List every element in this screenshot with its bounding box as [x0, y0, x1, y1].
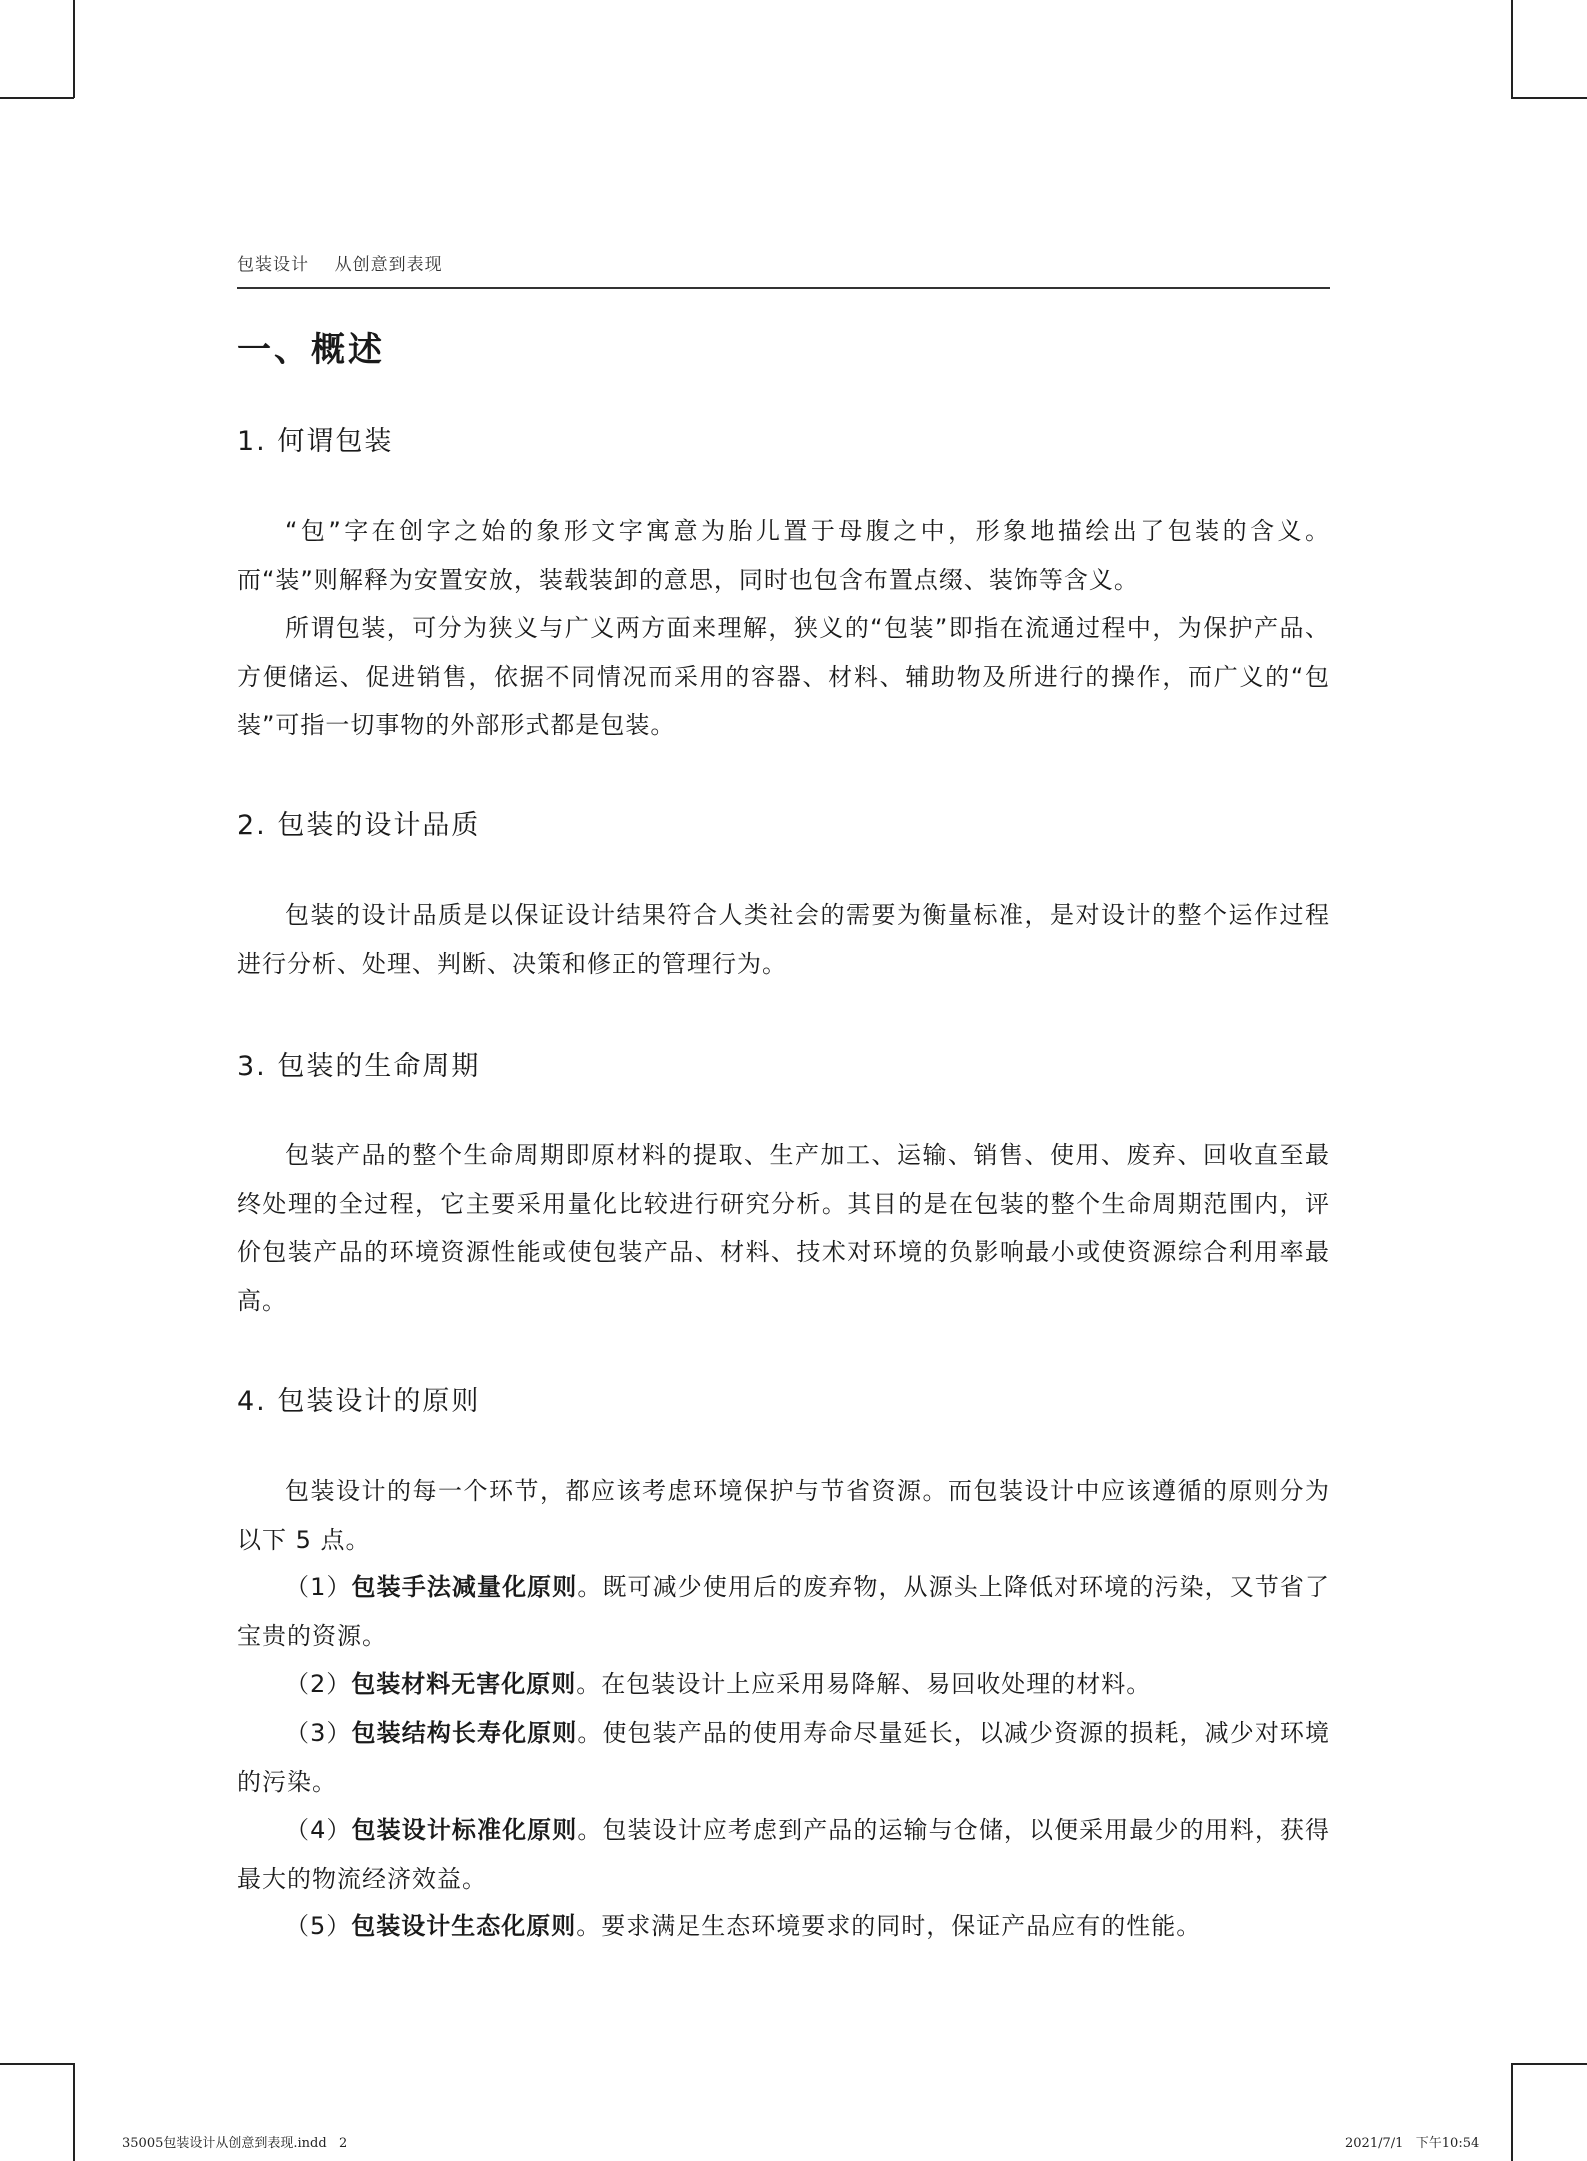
crop-mark: [73, 2063, 75, 2161]
principle-item: [237, 1902, 1330, 1951]
principle-item: [237, 1806, 1330, 1903]
paragraph: “包”字在创字之始的象形文字寓意为胎儿置于母腹之中，形象地描绘出了包装的含义。而“装”则解释为安置安放，装载装卸的意思，同时也包含布置点缀、装饰等含义。: [237, 517, 1330, 594]
slug-timestamp: 2021/7/1 下午10:54: [1345, 2136, 1480, 2151]
section-title: 3. 包装的生命周期: [237, 1051, 481, 1082]
principle-name: 包装手法减量化原则: [351, 1573, 578, 1601]
section-title: 4. 包装设计的原则: [237, 1386, 481, 1417]
principle-number: （2）: [285, 1670, 352, 1698]
principle-number: （4）: [285, 1816, 352, 1844]
principle-text: 。既可减少使用后的废弃物，从源头上降低对环境的污染，又节省了宝贵的资源。: [237, 1573, 1331, 1650]
chapter-title: 一、概述: [237, 330, 385, 370]
principle-name: 包装材料无害化原则: [351, 1670, 577, 1698]
header-rule: [237, 287, 1330, 289]
crop-mark: [0, 2063, 74, 2065]
paragraph: 包装产品的整个生命周期即原材料的提取、生产加工、运输、销售、使用、废弃、回收直至最终处理的全过程，它主要采用量化比较进行研究分析。其目的是在包装的整个生命周期范围内，评价包装产品的环境资源性能或使包装产品、材料、技术对环境的负影响最小或使资源综合利用率最高。: [237, 1141, 1330, 1315]
crop-mark: [1511, 2063, 1587, 2065]
crop-mark: [1511, 0, 1513, 98]
paragraph: 所谓包装，可分为狭义与广义两方面来理解，狭义的“包装”即指在流通过程中，为保护产品、方便储运、促进销售，依据不同情况而采用的容器、材料、辅助物及所进行的操作，而广义的“包装”可指一切事物的外部形式都是包装。: [237, 614, 1330, 739]
section-title: 2. 包装的设计品质: [237, 810, 481, 841]
crop-mark: [73, 0, 75, 98]
principle-item: [237, 1660, 1330, 1709]
section-title: 1. 何谓包装: [237, 426, 394, 457]
principle-number: （5）: [285, 1912, 352, 1940]
principle-number: （1）: [285, 1573, 352, 1601]
principle-name: 包装设计标准化原则: [351, 1816, 578, 1844]
principle-item: [237, 1709, 1330, 1806]
crop-mark: [1511, 2063, 1513, 2161]
principle-text: 。要求满足生态环境要求的同时，保证产品应有的性能。: [576, 1912, 1202, 1940]
crop-mark: [1511, 97, 1587, 99]
principle-text: 。在包装设计上应采用易降解、易回收处理的材料。: [576, 1670, 1152, 1698]
principle-name: 包装设计生态化原则: [351, 1912, 577, 1940]
slug-filename: 35005包装设计从创意到表现.indd 2: [122, 2136, 348, 2151]
principle-number: （3）: [285, 1719, 352, 1747]
principle-item: [237, 1563, 1330, 1660]
paragraph: 包装的设计品质是以保证设计结果符合人类社会的需要为衡量标准，是对设计的整个运作过程进行分析、处理、判断、决策和修正的管理行为。: [237, 901, 1330, 978]
running-head: 包装设计 从创意到表现: [237, 255, 443, 275]
crop-mark: [0, 97, 74, 99]
paragraph: 包装设计的每一个环节，都应该考虑环境保护与节省资源。而包装设计中应该遵循的原则分为以下 5 点。: [237, 1477, 1330, 1554]
principle-text: 。包装设计应考虑到产品的运输与仓储，以便采用最少的用料，获得最大的物流经济效益。: [237, 1816, 1331, 1893]
principle-text: 。使包装产品的使用寿命尽量延长，以减少资源的损耗，减少对环境的污染。: [237, 1719, 1331, 1796]
principle-name: 包装结构长寿化原则: [351, 1719, 578, 1747]
